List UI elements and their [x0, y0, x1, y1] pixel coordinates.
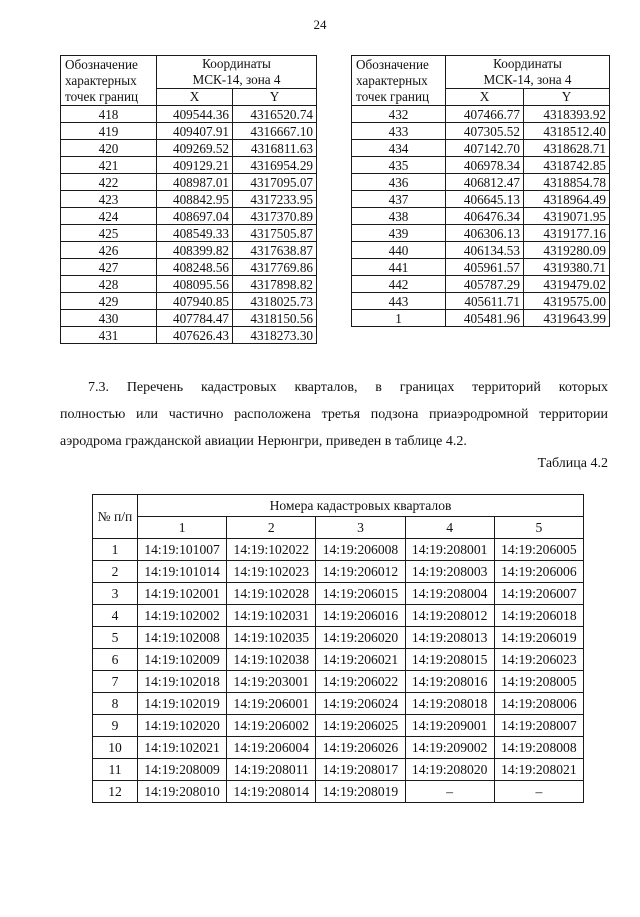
table-row: [61, 225, 317, 242]
coordinates-table-left: [60, 55, 317, 344]
point-cell: 419: [61, 123, 157, 140]
point-cell: 437: [352, 191, 446, 208]
cadastral-number-cell: 14:19:209001: [405, 715, 494, 737]
point-cell: 424: [61, 208, 157, 225]
x-cell: 407784.47: [157, 310, 233, 327]
cadastral-number-cell: 14:19:203001: [227, 671, 316, 693]
y-header: Y: [233, 89, 317, 106]
cadastral-number-cell: 14:19:208006: [494, 693, 583, 715]
page-number: 24: [313, 17, 327, 32]
table-row: [93, 649, 584, 671]
cadastral-number-cell: 14:19:206018: [494, 605, 583, 627]
y-cell: 4317233.95: [233, 191, 317, 208]
cadastral-number-cell: 14:19:102031: [227, 605, 316, 627]
x-cell: 408248.56: [157, 259, 233, 276]
cadastral-number-cell: 14:19:206026: [316, 737, 405, 759]
x-cell: 408399.82: [157, 242, 233, 259]
x-cell: 409129.21: [157, 157, 233, 174]
point-cell: 441: [352, 259, 446, 276]
cadastral-number-cell: 14:19:208014: [227, 781, 316, 803]
table-row: [352, 310, 610, 327]
header-line: Обозначение: [356, 56, 429, 72]
cadastral-number-cell: 14:19:208015: [405, 649, 494, 671]
cadastral-number-cell: 14:19:206005: [494, 539, 583, 561]
x-cell: 408842.95: [157, 191, 233, 208]
x-cell: 405481.96: [446, 310, 524, 327]
header-line: Обозначение: [65, 56, 138, 72]
column-number: 4: [405, 517, 494, 539]
x-cell: 407940.85: [157, 293, 233, 310]
y-cell: 4318150.56: [233, 310, 317, 327]
column-number: 1: [138, 517, 227, 539]
table-row: [93, 781, 584, 803]
x-cell: 408697.04: [157, 208, 233, 225]
cadastral-number-cell: 14:19:102035: [227, 627, 316, 649]
point-cell: 429: [61, 293, 157, 310]
cadastral-number-cell: 14:19:206012: [316, 561, 405, 583]
table-row: [352, 293, 610, 310]
table-row: [352, 174, 610, 191]
point-cell: 443: [352, 293, 446, 310]
y-cell: 4318628.71: [523, 140, 609, 157]
x-cell: 409407.91: [157, 123, 233, 140]
cadastral-number-cell: 14:19:206007: [494, 583, 583, 605]
cadastral-number-cell: 14:19:208019: [316, 781, 405, 803]
table-row: [352, 157, 610, 174]
x-cell: 406476.34: [446, 208, 524, 225]
table-row: [61, 293, 317, 310]
table-row: [93, 671, 584, 693]
table-row: [93, 693, 584, 715]
y-cell: 4317370.89: [233, 208, 317, 225]
point-cell: 420: [61, 140, 157, 157]
coordinates-header: [157, 56, 317, 89]
point-label-header: [352, 56, 446, 106]
point-label-header: [61, 56, 157, 106]
cadastral-number-cell: 14:19:208007: [494, 715, 583, 737]
y-cell: 4316667.10: [233, 123, 317, 140]
y-cell: 4319380.71: [523, 259, 609, 276]
cadastral-number-cell: 14:19:209002: [405, 737, 494, 759]
cadastral-number-cell: 14:19:102022: [227, 539, 316, 561]
table-row: [93, 561, 584, 583]
point-cell: 428: [61, 276, 157, 293]
row-number-cell: 7: [93, 671, 138, 693]
row-number-cell: 6: [93, 649, 138, 671]
table-row: [61, 310, 317, 327]
row-number-cell: 2: [93, 561, 138, 583]
cadastral-number-cell: 14:19:206016: [316, 605, 405, 627]
cadastral-number-cell: 14:19:208012: [405, 605, 494, 627]
point-cell: 438: [352, 208, 446, 225]
column-number: 3: [316, 517, 405, 539]
cadastral-number-cell: 14:19:206025: [316, 715, 405, 737]
point-cell: 423: [61, 191, 157, 208]
cadastral-number-cell: 14:19:206015: [316, 583, 405, 605]
x-cell: 409269.52: [157, 140, 233, 157]
cadastral-numbers-header: Номера кадастровых кварталов: [138, 495, 584, 517]
x-cell: 408987.01: [157, 174, 233, 191]
column-number: 2: [227, 517, 316, 539]
cadastral-number-cell: 14:19:206002: [227, 715, 316, 737]
x-cell: 407626.43: [157, 327, 233, 344]
cadastral-body: [93, 539, 584, 803]
cadastral-number-cell: 14:19:206021: [316, 649, 405, 671]
cadastral-number-cell: 14:19:208020: [405, 759, 494, 781]
y-cell: 4319071.95: [523, 208, 609, 225]
row-number-cell: 10: [93, 737, 138, 759]
point-cell: 418: [61, 106, 157, 123]
cadastral-number-cell: 14:19:102028: [227, 583, 316, 605]
row-number-cell: 9: [93, 715, 138, 737]
table-row: [352, 191, 610, 208]
cadastral-number-cell: 14:19:102001: [138, 583, 227, 605]
x-cell: 406812.47: [446, 174, 524, 191]
x-cell: 407466.77: [446, 106, 524, 123]
cadastral-number-cell: 14:19:208013: [405, 627, 494, 649]
table-row: [352, 208, 610, 225]
table-row: [352, 123, 610, 140]
table-caption: Таблица 4.2: [537, 456, 608, 471]
point-cell: 442: [352, 276, 446, 293]
column-number: 5: [494, 517, 583, 539]
cadastral-number-cell: 14:19:206008: [316, 539, 405, 561]
row-number-cell: 5: [93, 627, 138, 649]
y-cell: 4317505.87: [233, 225, 317, 242]
row-number-cell: 12: [93, 781, 138, 803]
table-row: [93, 605, 584, 627]
row-number-cell: 4: [93, 605, 138, 627]
table-row: [352, 106, 610, 123]
section-7-3-paragraph: [60, 374, 608, 455]
x-cell: 406978.34: [446, 157, 524, 174]
cadastral-quarters-table: [92, 494, 584, 803]
cadastral-number-cell: 14:19:102020: [138, 715, 227, 737]
x-cell: 405787.29: [446, 276, 524, 293]
y-cell: 4317638.87: [233, 242, 317, 259]
cadastral-number-cell: 14:19:208008: [494, 737, 583, 759]
x-cell: 409544.36: [157, 106, 233, 123]
row-number-cell: 1: [93, 539, 138, 561]
table-row: [352, 140, 610, 157]
x-cell: 407142.70: [446, 140, 524, 157]
y-cell: 4319479.02: [523, 276, 609, 293]
cadastral-number-cell: 14:19:206020: [316, 627, 405, 649]
cadastral-number-cell: 14:19:101014: [138, 561, 227, 583]
cadastral-number-cell: 14:19:208011: [227, 759, 316, 781]
y-cell: 4318512.40: [523, 123, 609, 140]
cadastral-number-cell: 14:19:206001: [227, 693, 316, 715]
cadastral-number-cell: 14:19:206024: [316, 693, 405, 715]
y-cell: 4318742.85: [523, 157, 609, 174]
cadastral-number-cell: 14:19:208018: [405, 693, 494, 715]
table-row: [61, 191, 317, 208]
point-cell: 439: [352, 225, 446, 242]
table-row: [61, 123, 317, 140]
x-cell: 408549.33: [157, 225, 233, 242]
table-row: [61, 140, 317, 157]
header-line: характерных: [356, 72, 428, 88]
x-cell: 406134.53: [446, 242, 524, 259]
cadastral-number-cell: 14:19:102021: [138, 737, 227, 759]
y-cell: 4316811.63: [233, 140, 317, 157]
coordinates-table-right: [351, 55, 610, 327]
x-cell: 405961.57: [446, 259, 524, 276]
table-row: [93, 539, 584, 561]
cadastral-number-cell: 14:19:208017: [316, 759, 405, 781]
y-cell: 4318854.78: [523, 174, 609, 191]
header-line: точек границ: [65, 88, 139, 104]
row-number-cell: 8: [93, 693, 138, 715]
table-row: [61, 106, 317, 123]
cadastral-number-cell: 14:19:102019: [138, 693, 227, 715]
cadastral-number-cell: 14:19:102018: [138, 671, 227, 693]
y-header: Y: [523, 89, 609, 106]
point-cell: 421: [61, 157, 157, 174]
point-cell: 1: [352, 310, 446, 327]
table-row: [352, 276, 610, 293]
header-line: точек границ: [356, 88, 430, 104]
cadastral-number-cell: 14:19:206006: [494, 561, 583, 583]
cadastral-number-cell: 14:19:101007: [138, 539, 227, 561]
point-cell: 440: [352, 242, 446, 259]
y-cell: 4316954.29: [233, 157, 317, 174]
table-row: [61, 327, 317, 344]
cadastral-number-cell: 14:19:102023: [227, 561, 316, 583]
table-row: [61, 157, 317, 174]
cadastral-number-cell: 14:19:208010: [138, 781, 227, 803]
header-line: МСК-14, зона 4: [192, 72, 281, 87]
cadastral-number-cell: 14:19:206022: [316, 671, 405, 693]
point-cell: 433: [352, 123, 446, 140]
cadastral-number-cell: –: [405, 781, 494, 803]
point-cell: 425: [61, 225, 157, 242]
cadastral-number-cell: 14:19:206019: [494, 627, 583, 649]
point-cell: 435: [352, 157, 446, 174]
cadastral-number-cell: 14:19:102008: [138, 627, 227, 649]
table-row: [93, 759, 584, 781]
column-numbers-row: [93, 517, 584, 539]
point-cell: 434: [352, 140, 446, 157]
y-cell: 4318393.92: [523, 106, 609, 123]
cadastral-number-cell: 14:19:208004: [405, 583, 494, 605]
point-cell: 436: [352, 174, 446, 191]
cadastral-number-cell: 14:19:102009: [138, 649, 227, 671]
table-row: [93, 627, 584, 649]
table-row: [352, 225, 610, 242]
y-cell: 4318025.73: [233, 293, 317, 310]
x-cell: 406645.13: [446, 191, 524, 208]
row-number-cell: 3: [93, 583, 138, 605]
paragraph-line: аэродрома гражданской авиации Нерюнгри, приведен в таблице 4.2.: [60, 434, 467, 449]
header-line: Координаты: [493, 56, 562, 71]
y-cell: 4318273.30: [233, 327, 317, 344]
point-cell: 431: [61, 327, 157, 344]
cadastral-number-cell: 14:19:206004: [227, 737, 316, 759]
table-row: [61, 208, 317, 225]
cadastral-number-cell: –: [494, 781, 583, 803]
table-row: [61, 242, 317, 259]
cadastral-number-cell: 14:19:102002: [138, 605, 227, 627]
cadastral-number-cell: 14:19:208021: [494, 759, 583, 781]
y-cell: 4318964.49: [523, 191, 609, 208]
coordinates-body-right: [352, 106, 610, 327]
header-line: МСК-14, зона 4: [483, 72, 572, 87]
cadastral-number-cell: 14:19:102038: [227, 649, 316, 671]
row-number-cell: 11: [93, 759, 138, 781]
cadastral-number-cell: 14:19:208001: [405, 539, 494, 561]
y-cell: 4319575.00: [523, 293, 609, 310]
y-cell: 4316520.74: [233, 106, 317, 123]
y-cell: 4317898.82: [233, 276, 317, 293]
table-row: [61, 276, 317, 293]
cadastral-number-cell: 14:19:208003: [405, 561, 494, 583]
table-row: [93, 715, 584, 737]
table-row: [61, 174, 317, 191]
table-row: [93, 583, 584, 605]
y-cell: 4319177.16: [523, 225, 609, 242]
coordinates-header: [446, 56, 610, 89]
cadastral-number-cell: 14:19:208005: [494, 671, 583, 693]
point-cell: 432: [352, 106, 446, 123]
y-cell: 4319643.99: [523, 310, 609, 327]
x-header: X: [157, 89, 233, 106]
paragraph-line: полностью или частично расположена третья подзона приаэродромной территории: [60, 407, 608, 422]
y-cell: 4317095.07: [233, 174, 317, 191]
header-line: характерных: [65, 72, 137, 88]
paragraph-line: 7.3. Перечень кадастровых кварталов, в границах территорий которых: [88, 380, 608, 395]
table-row: [93, 737, 584, 759]
x-cell: 406306.13: [446, 225, 524, 242]
x-header: X: [446, 89, 524, 106]
cadastral-number-cell: 14:19:208016: [405, 671, 494, 693]
cadastral-number-cell: 14:19:206023: [494, 649, 583, 671]
header-line: Координаты: [202, 56, 271, 71]
point-cell: 426: [61, 242, 157, 259]
row-number-header: № п/п: [93, 495, 138, 539]
x-cell: 405611.71: [446, 293, 524, 310]
point-cell: 422: [61, 174, 157, 191]
y-cell: 4319280.09: [523, 242, 609, 259]
cadastral-number-cell: 14:19:208009: [138, 759, 227, 781]
table-row: [352, 259, 610, 276]
x-cell: 408095.56: [157, 276, 233, 293]
table-row: [61, 259, 317, 276]
point-cell: 427: [61, 259, 157, 276]
x-cell: 407305.52: [446, 123, 524, 140]
coordinates-body-left: [61, 106, 317, 344]
point-cell: 430: [61, 310, 157, 327]
table-row: [352, 242, 610, 259]
y-cell: 4317769.86: [233, 259, 317, 276]
